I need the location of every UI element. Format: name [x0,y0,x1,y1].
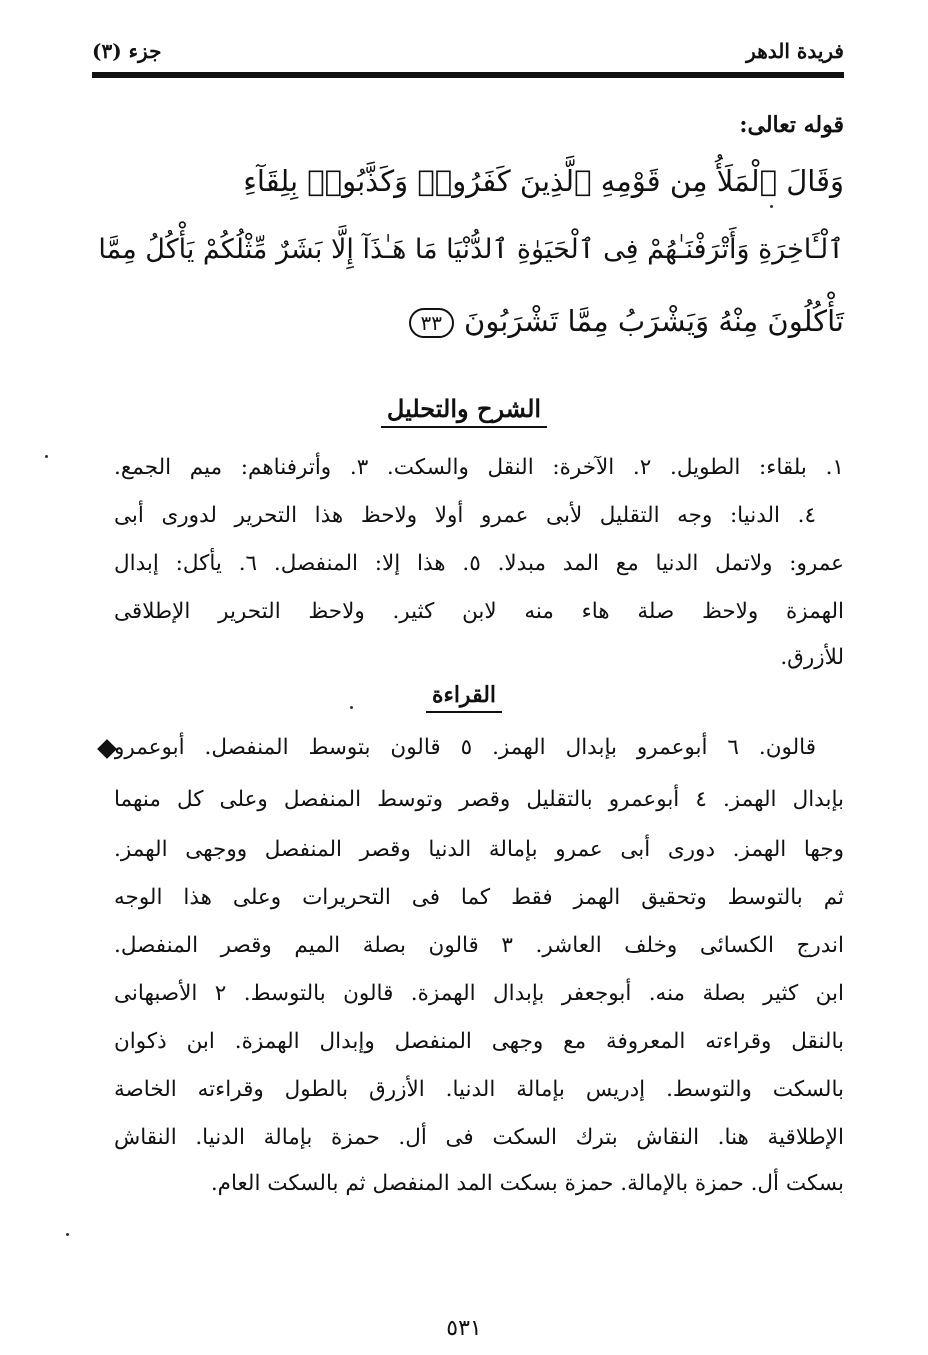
verse-text: تَأْكُلُونَ مِنْهُ وَيَشْرَبُ مِمَّا تَشْرَبُونَ [464,304,844,338]
scan-speck [66,1233,69,1236]
qiraa-line: قالون. ٦ أبوعمرو بإبدال الهمز. ٥ قالون بتوسط المنفصل. أبوعمرو [114,735,816,760]
section-heading-text: القراءة [426,682,502,713]
verse-line: وَقَالَ ٱلْمَلَأُ مِن قَوْمِهِ ٱلَّذِينَ كَفَرُوا۟ وَكَذَّبُوا۟ بِلِقَآءِ [243,164,844,198]
sharh-line: للأزرق. [780,645,844,670]
page-number: ٥٣١ [446,1316,482,1341]
qiraa-line: اندرج الكسائى وخلف العاشر. ٣ قالون بصلة الميم وقصر المنفصل. [114,933,844,958]
qiraa-line: بالنقل وقراءته المعروفة مع وجهى المنفصل وإبدال الهمزة. ابن ذكوان [114,1029,844,1054]
section-heading-sharh [0,394,928,428]
qiraa-line: ثم بالتوسط وتحقيق الهمز فقط كما فى التحريرات وعلى هذا الوجه [114,885,844,910]
header-rule [92,72,844,75]
sharh-line: عمرو: ولاتمل الدنيا مع المد مبدلا. ٥. هذا إلا: المنفصل. ٦. يأكل: إبدال [114,551,844,576]
qiraa-line: وجها الهمز. دورى أبى عمرو بإمالة الدنيا وقصر المنفصل ووجهى الهمز. [114,837,844,862]
section-heading-qiraa [0,682,928,713]
verse-line [99,304,844,338]
qiraa-line: بسكت أل. حمزة بالإمالة. حمزة بسكت المد المنفصل ثم بالسكت العام. [210,1171,844,1196]
verse-intro: قوله تعالى: [739,112,844,138]
qiraa-line: ابن كثير بصلة منه. أبوجعفر بإبدال الهمزة. قالون بالتوسط. ٢ الأصبهانى [114,981,844,1006]
verse-line: ٱلْـَٔاخِرَةِ وَأَتْرَفْنَـٰهُمْ فِى ٱلْحَيَوٰةِ ٱلدُّنْيَا مَا هَـٰذَآ إِلَّا بَشَرٌ مِّثْلُكُمْ يَأْكُلُ مِمَّا [98,234,844,265]
volume-label: جزء (٣) [92,39,162,63]
sharh-line: الهمزة ولاحظ صلة هاء منه لابن كثير. ولاحظ التحرير الإطلاقى [114,599,844,624]
qiraa-line: الإطلاقية هنا. النقاش بترك السكت فى أل. حمزة بإمالة الدنيا. النقاش [114,1125,844,1150]
section-heading-text: الشرح والتحليل [381,394,547,428]
book-title: فريدة الدهر [746,39,844,63]
verse-number-badge: ٣٣ [409,308,454,338]
scan-speck [770,205,773,208]
running-header [92,34,844,68]
qiraa-line: بالسكت والتوسط. إدريس بإمالة الدنيا. الأزرق بالطول وقراءته الخاصة [114,1077,844,1102]
sharh-line: ٤. الدنيا: وجه التقليل لأبى عمرو أولا ولاحظ هذا التحرير لدورى أبى [114,503,816,528]
scan-speck [350,706,353,709]
qiraa-line: بإبدال الهمز. ٤ أبوعمرو بالتقليل وقصر وتوسط المنفصل وعلى كل منهما [114,787,844,812]
scan-speck [45,455,48,458]
sharh-line: ١. بلقاء: الطويل. ٢. الآخرة: النقل والسكت. ٣. وأترفناهم: ميم الجمع. [114,455,844,480]
